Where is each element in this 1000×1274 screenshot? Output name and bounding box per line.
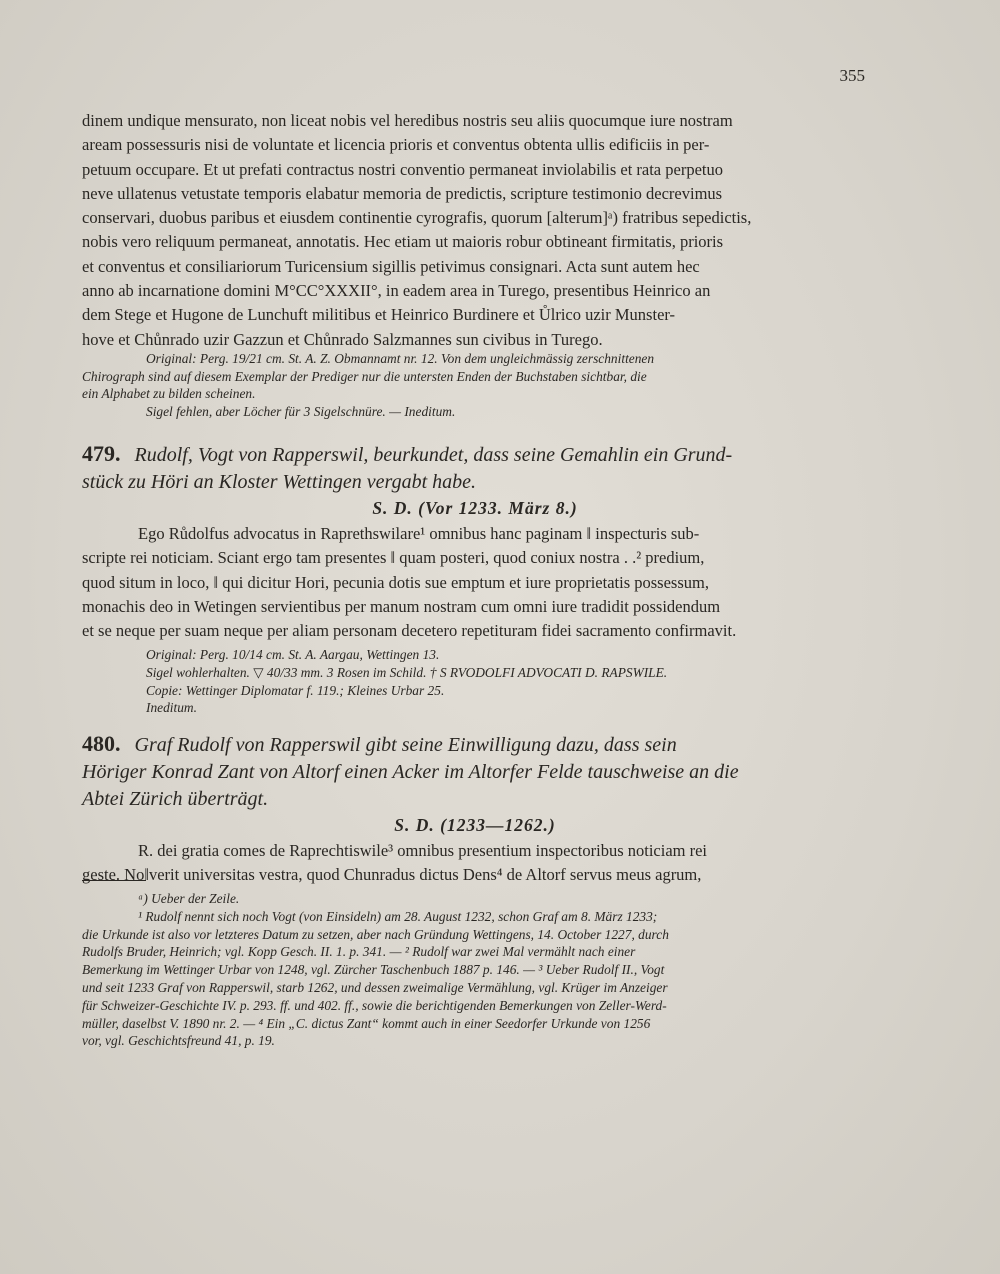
text-line: geste. No‖verit universitas vestra, quod Chunradus dictus Dens⁴ de Altorf servus meus agrum, <box>82 865 702 885</box>
document-479 <box>82 440 868 717</box>
footnotes <box>82 890 868 1050</box>
footnote-line: ᵃ) Ueber der Zeile. <box>138 891 240 906</box>
text-line: et se neque per suam neque per aliam personam decetero repetituram fidei sacramento confirmavit. <box>82 621 737 641</box>
source-notes <box>82 350 868 420</box>
page-number: 355 <box>839 66 865 85</box>
footnote-rule <box>82 880 146 881</box>
footnote-line: für Schweizer-Geschichte IV. p. 293. ff. und 402. ff., sowie die berichtigenden Bemerkungen von Zeller-Werd- <box>82 997 667 1013</box>
heading-line: Graf Rudolf von Rapperswil gibt seine Einwilligung dazu, dass sein <box>134 734 677 756</box>
footnote-line: ¹ Rudolf nennt sich noch Vogt (von Einsideln) am 28. August 1232, schon Graf am 8. März 1233; <box>138 908 658 924</box>
text-line: Ego Růdolfus advocatus in Raprethswilare¹ omnibus hanc paginam ‖ inspecturis sub- <box>138 524 700 543</box>
text-line: nobis vero reliquum permaneat, annotatis. Hec etiam ut maioris robur obtineant firmitatis, prioris <box>82 232 724 252</box>
footnote-line: müller, daselbst V. 1890 nr. 2. — ⁴ Ein „C. dictus Zant“ kommt auch in einer Seedorfer Urkunde von 1256 <box>82 1015 651 1031</box>
footnote-line: vor, vgl. Geschichtsfreund 41, p. 19. <box>82 1033 275 1049</box>
text-line: petuum occupare. Et ut prefati contractus nostri conventio permaneat inviolabilis et rata perpetuo <box>82 159 723 179</box>
heading-line: Abtei Zürich überträgt. <box>82 788 269 810</box>
note-line: Original: Perg. 10/14 cm. St. A. Aargau, Wettingen 13. <box>146 647 440 663</box>
text-line: R. dei gratia comes de Raprechtiswile³ omnibus presentium inspectoribus noticiam rei <box>138 841 708 860</box>
text-line: scripte rei noticiam. Sciant ergo tam presentes ‖ quam posteri, quod coniux nostra . .² predium, <box>82 548 705 568</box>
document-heading <box>82 730 868 759</box>
note-line: Ineditum. <box>146 700 197 716</box>
text-line: et conventus et consiliariorum Turicensium sigillis petivimus consignari. Acta sunt autem hec <box>82 256 700 276</box>
document-heading <box>82 440 868 469</box>
text-line: quod situm in loco, ‖ qui dicitur Hori, pecunia dotis sue emptum et iure proprietatis possessum, <box>82 572 709 592</box>
document-480 <box>82 730 868 888</box>
document-date: S. D. (Vor 1233. März 8.) <box>372 498 578 518</box>
footnote-line: die Urkunde ist also vor letzteres Datum zu setzen, aber nach Gründung Wettingens, 14. October 1227, durch <box>82 926 669 942</box>
note-line: ein Alphabet zu bilden scheinen. <box>82 386 256 402</box>
heading-line: Höriger Konrad Zant von Altorf einen Acker im Altorfer Felde tauschweise an die <box>82 761 739 783</box>
note-line: Original: Perg. 19/21 cm. St. A. Z. Obmannamt nr. 12. Von dem ungleichmässig zerschnittenen <box>146 351 655 366</box>
continuation-paragraph <box>82 109 868 352</box>
text-line: monachis deo in Wetingen servientibus per manum nostram cum omni iure tradidit possidendum <box>82 596 721 616</box>
text-line: dem Stege et Hugone de Lunchuft militibus et Heinrico Burdinere et Ůlrico uzir Munster- <box>82 305 676 325</box>
text-line: hove et Chůnrado uzir Gazzun et Chůnrado Salzmannes sun civibus in Turego. <box>82 329 603 349</box>
footnote-line: Rudolfs Bruder, Heinrich; vgl. Kopp Gesch. II. 1. p. 341. — ² Rudolf war zwei Mal vermählt nach einer <box>82 944 636 960</box>
footnote-line: Bemerkung im Wettinger Urbar von 1248, vgl. Zürcher Taschenbuch 1887 p. 146. — ³ Ueber Rudolf II., Vogt <box>82 962 665 978</box>
heading-line: stück zu Höri an Kloster Wettingen vergabt habe. <box>82 471 477 493</box>
note-line: Chirograph sind auf diesem Exemplar der Prediger nur die untersten Enden der Buchstaben sichtbar, die <box>82 368 647 384</box>
text-line: anno ab incarnatione domini M°CC°XXXII°, in eadem area in Turego, presentibus Heinrico an <box>82 281 711 301</box>
text-line: aream possessuris nisi de voluntate et licencia prioris et conventus obtenta ullis edificiis in per- <box>82 135 710 155</box>
text-line: conservari, duobus paribus et eiusdem continentie cyrografis, quorum [alterum]ᵃ) fratribus sepedictis, <box>82 208 752 228</box>
text-line: dinem undique mensurato, non liceat nobis vel heredibus nostris seu aliis quocumque iure nostram <box>82 111 733 130</box>
footnote-line: und seit 1233 Graf von Rapperswil, starb 1262, und dessen zweimalige Vermählung, vgl. Krüger im Anzeiger <box>82 979 668 995</box>
heading-line: Rudolf, Vogt von Rapperswil, beurkundet, dass seine Gemahlin ein Grund- <box>134 444 733 466</box>
note-line: Sigel fehlen, aber Löcher für 3 Sigelschnüre. — Ineditum. <box>146 403 456 419</box>
note-line: Copie: Wettinger Diplomatar f. 119.; Kleines Urbar 25. <box>146 682 445 698</box>
text-line: neve ullatenus vetustate temporis elabatur memoria de predictis, scripture testimonio decrevimus <box>82 183 723 203</box>
document-number: 480. <box>82 731 121 756</box>
note-line: Sigel wohlerhalten. ▽ 40/33 mm. 3 Rosen im Schild. † S RVODOLFI ADVOCATI D. RAPSWILE. <box>146 665 668 681</box>
document-date: S. D. (1233—1262.) <box>394 815 556 835</box>
document-number: 479. <box>82 441 121 466</box>
